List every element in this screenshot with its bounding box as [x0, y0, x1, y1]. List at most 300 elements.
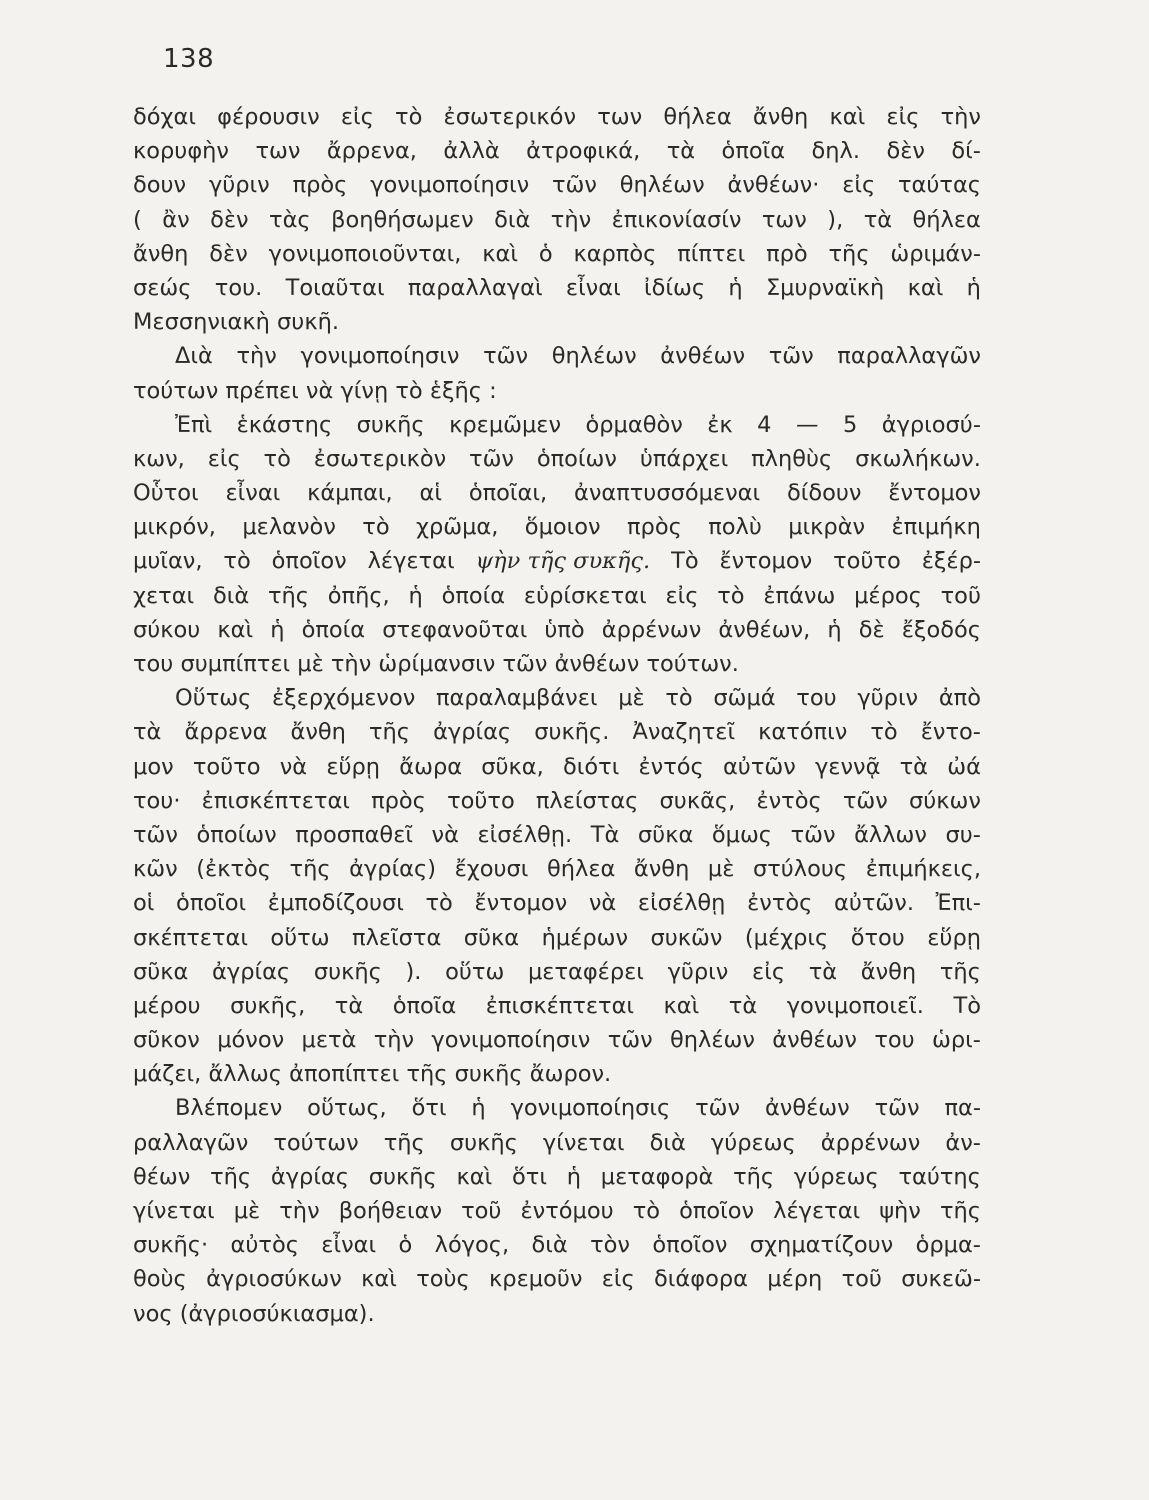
- word: ὁποία: [441, 582, 506, 609]
- word: σῶμά: [713, 685, 776, 712]
- word: δί-: [951, 138, 981, 165]
- word: συκεῶ-: [901, 1266, 981, 1293]
- word: ἔχουσι: [454, 856, 529, 883]
- word: ραλλαγῶν: [133, 1129, 249, 1156]
- word: ἐπιμήκεις,: [865, 856, 981, 883]
- word: εἰς: [665, 582, 699, 609]
- word: τοῦ: [841, 1266, 882, 1293]
- word: εὕρῃ: [326, 753, 381, 780]
- word: —: [795, 411, 819, 438]
- word: ὅμως: [711, 821, 772, 848]
- word: εἶναι: [225, 480, 281, 507]
- word: ταύτης: [898, 1163, 981, 1190]
- word: τῆς: [267, 582, 309, 609]
- word: ἄωρα: [399, 753, 463, 780]
- word: εὑρίσκεται: [523, 582, 647, 609]
- word: γύρεως: [793, 1163, 879, 1190]
- word: ὅτου: [850, 924, 905, 951]
- word: εὕρῃ: [927, 924, 981, 951]
- word: ἡ: [408, 582, 423, 609]
- word: θήλεα: [663, 104, 732, 130]
- word: ὁποῖοι: [176, 890, 247, 917]
- word: μέρη: [767, 1266, 823, 1293]
- word: πολὺ: [708, 514, 762, 541]
- word: ψὴν: [879, 1198, 921, 1224]
- word: ἀγρίας: [433, 719, 512, 746]
- word: τὰ: [808, 958, 838, 985]
- word: παραλλαγαὶ: [407, 274, 543, 301]
- word: γονιμοποιεῖ.: [786, 992, 924, 1019]
- word: ἄνθη: [290, 719, 346, 746]
- word: σεώς: [133, 274, 192, 301]
- word: χεται: [133, 582, 195, 609]
- word: βοηθήσωμεν: [331, 206, 474, 233]
- word: συκῆς: [449, 1129, 518, 1156]
- word: αὐτῶν: [722, 753, 796, 780]
- word: ἄνθη: [133, 240, 189, 267]
- word: γονιμοποίησιν: [431, 1027, 591, 1054]
- word: πληθὺς: [751, 445, 833, 472]
- word: πρὸ: [766, 240, 808, 267]
- word: ὀπῆς,: [327, 582, 390, 609]
- text-line: [133, 647, 981, 681]
- word: βοήθειαν: [338, 1198, 443, 1224]
- word: ἡ: [270, 616, 285, 643]
- text-line: [133, 579, 981, 613]
- word: καρπὸς: [573, 240, 657, 267]
- word: νὰ: [431, 821, 459, 848]
- word: προσπαθεῖ: [295, 821, 413, 848]
- word: μεταφορὰ: [600, 1163, 714, 1190]
- word: τῶν: [483, 343, 529, 370]
- word: οὕτω: [270, 924, 330, 951]
- word: ἐμποδίζουσι: [267, 890, 404, 917]
- word: δὲν: [209, 240, 248, 267]
- word: ὁποῖα: [721, 138, 786, 165]
- word: εἰς: [886, 104, 920, 130]
- word: δίδουν: [786, 480, 862, 507]
- text-segment: νος (ἀγριοσύκιασμα).: [133, 1300, 375, 1327]
- word: διὰ: [649, 1129, 686, 1156]
- word: θήλεα: [912, 206, 981, 233]
- word: ὁποῖον: [679, 1198, 755, 1224]
- word: τὰ: [666, 138, 696, 165]
- word: τὰ: [899, 753, 929, 780]
- word: τὸ: [717, 582, 745, 609]
- word: τὸ: [665, 685, 693, 712]
- word: τῶν: [469, 445, 514, 472]
- word: ὑπὸ: [544, 616, 585, 643]
- word: τῆς: [210, 1163, 252, 1190]
- word: θήλεα: [546, 856, 616, 883]
- word: μικρὰν: [788, 514, 866, 541]
- word: κων,: [133, 445, 185, 472]
- word: του: [796, 685, 837, 712]
- word: τὸ: [263, 445, 291, 472]
- word: συκῆς,: [230, 992, 306, 1019]
- word: θοὺς: [133, 1266, 187, 1293]
- word: νὰ: [588, 890, 617, 917]
- word: ἑκάστης: [236, 411, 333, 438]
- word: τῶν: [874, 1095, 920, 1122]
- word: στεφανοῦται: [382, 616, 528, 643]
- word: Βλέπομεν: [175, 1095, 283, 1122]
- word: μέρος: [854, 582, 922, 609]
- word: του·: [133, 787, 181, 814]
- word: γονιμοποίησιν: [300, 343, 460, 370]
- word: ἀγρίας): [349, 856, 436, 883]
- word: ὁποία: [301, 616, 366, 643]
- word: διότι: [563, 753, 620, 780]
- word: συκῆς.: [534, 719, 610, 746]
- text-line: [133, 1091, 981, 1125]
- text-line: [133, 476, 981, 510]
- word: συκᾶς,: [659, 787, 736, 814]
- word: ἔντομον: [719, 548, 813, 575]
- text-segment: του συμπίπτει μὲ τὴν ὡρίμανσιν τῶν ἀνθέων τούτων.: [133, 651, 739, 677]
- word: τῆς: [733, 1163, 775, 1190]
- word: χρῶμα,: [415, 514, 499, 541]
- word: ἐντὸς: [756, 787, 822, 814]
- text-line: [133, 1023, 981, 1057]
- text-line: [133, 374, 981, 408]
- word: στύλους: [752, 856, 848, 883]
- word: δουν: [133, 172, 187, 199]
- text-line: [133, 921, 981, 955]
- word: λόγος,: [434, 1232, 510, 1259]
- text-line: [133, 100, 981, 134]
- word: τῶν: [551, 172, 597, 199]
- word: γῦριν: [208, 172, 270, 199]
- word: ἄνθη: [752, 104, 809, 130]
- word: εἶναι: [565, 274, 621, 301]
- word: σῦκα: [463, 924, 520, 951]
- word: πρὸς: [292, 172, 348, 199]
- word: μὲ: [707, 856, 735, 883]
- word: μικρόν,: [133, 514, 216, 541]
- word: τῆς: [828, 240, 870, 267]
- word: συκῆς: [368, 1163, 437, 1190]
- word: ὁρμαθὸν: [585, 411, 683, 438]
- text-line: [133, 305, 981, 339]
- text-line: [133, 408, 981, 442]
- word: εἰς: [340, 104, 374, 130]
- word: τῆς: [383, 1129, 425, 1156]
- word: ἔξοδός: [901, 616, 981, 643]
- word: (μέχρις: [744, 924, 829, 951]
- word: τῶν: [790, 821, 836, 848]
- text-segment: τούτων πρέπει νὰ γίνῃ τὸ ἑξῆς :: [133, 377, 497, 404]
- word: ἀνθέων: [772, 1027, 858, 1054]
- word: ἐσωτερικὸν: [313, 445, 447, 472]
- word: ἐπισκέπτεται: [485, 992, 635, 1019]
- word: δὲν: [210, 206, 249, 233]
- word: του: [874, 1027, 915, 1054]
- word: συκῶν: [650, 924, 723, 951]
- word: εἰς: [752, 958, 786, 985]
- word: τῶν: [842, 787, 888, 814]
- word: τοῦτο: [447, 787, 515, 814]
- word: τῆς: [368, 719, 410, 746]
- word: ὡρι-: [932, 1027, 981, 1054]
- word: ὅτι: [411, 1095, 447, 1122]
- word: πρὸς: [371, 787, 426, 814]
- word: Οὕτως: [175, 685, 252, 712]
- text-line: [133, 339, 981, 373]
- word: εἰς: [601, 1266, 635, 1293]
- word: τῆς: [939, 1198, 981, 1224]
- word: τῆς: [939, 958, 981, 985]
- word: μόνον: [217, 1027, 285, 1054]
- word: ἡ: [471, 1095, 486, 1122]
- word: Οὗτοι: [133, 480, 199, 507]
- word: ἐπάνω: [763, 582, 836, 609]
- word: ὁ: [398, 1232, 413, 1259]
- word: των: [761, 206, 807, 233]
- word: Ἀναζητεῖ: [632, 719, 736, 746]
- word: σῦκον: [133, 1027, 200, 1054]
- word: τὴν: [940, 104, 981, 130]
- text-line: [133, 1262, 981, 1296]
- text-line: [133, 681, 981, 715]
- text-line: [133, 442, 981, 476]
- body-text: [133, 100, 981, 1331]
- word: μον: [133, 753, 174, 780]
- word: τὸ: [425, 890, 453, 917]
- word: ἡ: [728, 274, 743, 301]
- word: Τὰ: [590, 821, 620, 848]
- word: τοὺς: [416, 1266, 470, 1293]
- word: ἐντὸς: [747, 890, 813, 917]
- word: διάφορα: [654, 1266, 748, 1293]
- word: σῦκα,: [481, 753, 544, 780]
- word: ἀγριοσύκων: [206, 1266, 342, 1293]
- word: παραλλαγῶν: [837, 343, 981, 370]
- word: ἐσωτερικόν: [443, 104, 577, 130]
- word: δὲ: [858, 616, 885, 643]
- word: νὰ: [279, 753, 308, 780]
- text-line: [133, 818, 981, 852]
- word: αἱ: [419, 480, 442, 507]
- text-line: [133, 1297, 981, 1331]
- word: ἄρρενα: [184, 719, 268, 746]
- word: ἀναπτυσσόμεναι: [573, 480, 761, 507]
- word: (: [133, 206, 142, 233]
- word: τὸν: [590, 1232, 631, 1259]
- word: θηλέων: [670, 1027, 755, 1054]
- word: γύρεως: [710, 1129, 796, 1156]
- text-line: [133, 203, 981, 237]
- word: ἡ: [827, 616, 842, 643]
- word: τῶν: [768, 343, 814, 370]
- word: λέγεται: [367, 548, 455, 575]
- word: τοῦτο: [192, 753, 261, 780]
- word: Τὸ: [953, 992, 981, 1019]
- text-line: [133, 852, 981, 886]
- word: πλεῖστα: [352, 924, 442, 951]
- word: ὁποίων: [536, 445, 617, 472]
- word: Τὸ: [671, 548, 699, 575]
- word: ὁρμα-: [915, 1232, 981, 1259]
- text-line: [133, 784, 981, 818]
- text-line: [133, 989, 981, 1023]
- word: σῦκα: [637, 821, 694, 848]
- word: ὁποῖα: [392, 992, 457, 1019]
- word: μὲ: [233, 1198, 261, 1224]
- word: τὰ: [728, 992, 758, 1019]
- word: γῦριν: [667, 958, 729, 985]
- word: τὸ: [223, 548, 251, 575]
- text-line: [133, 715, 981, 749]
- word: ὠά: [947, 753, 981, 780]
- word: τοῦ: [461, 1198, 502, 1224]
- text-segment: μάζει, ἄλλως ἀποπίπτει τῆς συκῆς ἄωρον.: [133, 1061, 612, 1088]
- text-line: [133, 510, 981, 544]
- word: ἐπικονίασίν: [611, 206, 742, 233]
- word: τῆς: [289, 856, 331, 883]
- word: θηλέων: [551, 343, 637, 370]
- word: εἰς: [207, 445, 241, 472]
- word: ἀνθέων·: [727, 172, 820, 199]
- word: ἔντομον: [474, 890, 568, 917]
- text-line: [133, 750, 981, 784]
- word: κρεμῶμεν: [449, 411, 562, 438]
- word: συ-: [945, 821, 981, 848]
- word: τῶν: [607, 1027, 653, 1054]
- word: ἀλλὰ: [443, 138, 500, 165]
- text-line: [133, 134, 981, 168]
- word: τῶν: [695, 1095, 741, 1122]
- word: ἡ: [566, 1163, 581, 1190]
- word: των: [597, 104, 643, 130]
- word: ἀρρένων: [820, 1129, 921, 1156]
- word: δόχαι: [133, 104, 196, 130]
- word: ἀγρίας: [270, 1163, 349, 1190]
- word: τοῦτο: [833, 548, 901, 575]
- word: ),: [827, 206, 844, 233]
- word: τὰ: [863, 206, 893, 233]
- word: ἀνθέων,: [718, 616, 811, 643]
- word: ἀνθέων: [660, 343, 746, 370]
- word: οὕτω: [445, 958, 505, 985]
- word: ὁ: [538, 240, 553, 267]
- word: ὑπάρχει: [639, 445, 729, 472]
- word: μέρου: [133, 992, 201, 1019]
- word: τὴν: [279, 1198, 320, 1224]
- word: ὅτι: [512, 1163, 547, 1190]
- word: οἱ: [133, 890, 155, 917]
- word: τὸ: [395, 104, 423, 130]
- word: κορυφὴν: [133, 138, 229, 165]
- word: ὅμοιον: [524, 514, 601, 541]
- word: τῶν: [133, 821, 178, 848]
- word: ὁποῖαι,: [468, 480, 548, 507]
- word: σῦκα: [133, 958, 189, 985]
- italic-term: ψὴν τῆς συκῆς.: [475, 548, 651, 575]
- text-line: [133, 1228, 981, 1262]
- word: γῦριν: [857, 685, 919, 712]
- word: τὴν: [236, 343, 277, 370]
- word: αὐτὸς: [230, 1232, 299, 1259]
- word: καὶ: [829, 104, 866, 130]
- word: τὰ: [133, 719, 162, 746]
- word: καὶ: [482, 240, 518, 267]
- word: ὡριμάν-: [890, 240, 981, 267]
- word: γονιμοποιοῦνται,: [268, 240, 462, 267]
- word: 4: [757, 411, 772, 438]
- word: κατόπιν: [758, 719, 848, 746]
- word: Ἐπὶ: [175, 411, 213, 438]
- word: του.: [214, 274, 263, 301]
- word: ἄρρενα,: [326, 138, 417, 165]
- word: τὴν: [373, 1027, 415, 1054]
- word: δηλ.: [811, 138, 861, 165]
- word: ἔντομον: [888, 480, 981, 507]
- word: ἐντόμου: [520, 1198, 614, 1224]
- word: συκῆς: [356, 411, 425, 438]
- word: ἀτροφικά,: [526, 138, 641, 165]
- word: μυῖαν,: [133, 548, 203, 575]
- word: ὁποῖον: [271, 548, 347, 575]
- word: Διὰ: [175, 343, 213, 370]
- word: ἀγριοσύ-: [881, 411, 981, 438]
- word: τὰ: [334, 992, 364, 1019]
- word: τὸ: [362, 514, 390, 541]
- word: κῶν: [133, 856, 178, 883]
- word: συκῆς: [313, 958, 382, 985]
- word: πρὸς: [626, 514, 682, 541]
- word: ἔντο-: [920, 719, 981, 746]
- text-line: [133, 1057, 981, 1091]
- word: τὸ: [632, 1198, 661, 1224]
- text-line: [133, 544, 981, 578]
- word: ἐπισκέπτεται: [201, 787, 350, 814]
- word: (ἐκτὸς: [196, 856, 271, 883]
- word: παραλαμβάνει: [436, 685, 598, 712]
- text-line: [133, 237, 981, 271]
- word: μεταφέρει: [527, 958, 644, 985]
- word: τοῦ: [940, 582, 981, 609]
- word: δὲν: [886, 138, 925, 165]
- word: εἰσέλθῃ.: [477, 821, 573, 848]
- word: ὁποίων: [196, 821, 277, 848]
- word: ἐπιμήκη: [891, 514, 981, 541]
- word: καὶ: [217, 616, 254, 643]
- word: ὁποῖον: [652, 1232, 728, 1259]
- word: φέρουσιν: [217, 104, 320, 130]
- word: συκῆς·: [133, 1232, 209, 1259]
- word: ἄλλων: [854, 821, 927, 848]
- word: ).: [405, 958, 422, 985]
- word: τὸ: [870, 719, 898, 746]
- word: ἐκ: [707, 411, 733, 438]
- word: οὕτως,: [307, 1095, 387, 1122]
- word: εἰσέλθῃ: [637, 890, 726, 917]
- word: σκέπτεται: [133, 924, 248, 951]
- text-line: [133, 613, 981, 647]
- word: τούτων: [273, 1129, 359, 1156]
- word: των: [255, 138, 301, 165]
- word: ἐντός: [638, 753, 704, 780]
- word: κρεμοῦν: [489, 1266, 583, 1293]
- word: μετὰ: [301, 1027, 357, 1054]
- word: ἡμέρων: [541, 924, 629, 951]
- word: θηλέων: [619, 172, 705, 199]
- word: τὴν: [550, 206, 592, 233]
- word: ταύτας: [898, 172, 981, 199]
- word: εἰς: [842, 172, 876, 199]
- word: θέων: [133, 1163, 191, 1190]
